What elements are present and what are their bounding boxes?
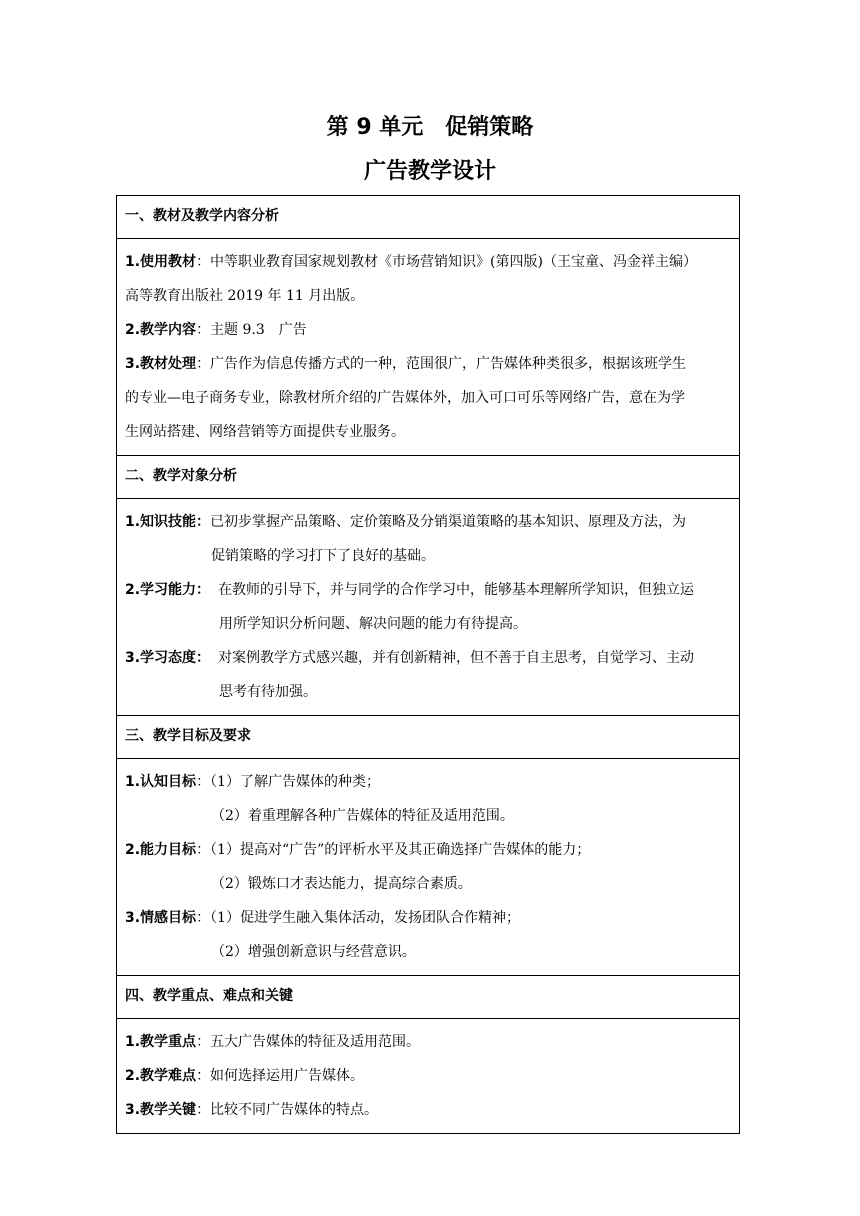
paragraph-line — [125, 245, 731, 279]
item-label: 1.知识技能： — [125, 514, 211, 530]
item-text: 已初步掌握产品策略、定价策略及分销渠道策略的基本知识、原理及方法，为 — [210, 514, 687, 530]
paragraph-line — [125, 641, 731, 675]
section-body-row — [117, 499, 740, 716]
section-heading: 三、教学目标及要求 — [117, 716, 740, 759]
paragraph-line: 思考有待加强。 — [219, 684, 317, 700]
item-text: ：广告作为信息传播方式的一种，范围很广，广告媒体种类很多，根据该班学生 — [196, 356, 687, 372]
item-label: 1.教学重点 — [125, 1034, 197, 1050]
paragraph-line: （2）锻炼口才表达能力，提高综合素质。 — [211, 876, 472, 892]
item-label: 2.教学内容 — [125, 322, 197, 338]
paragraph-line — [125, 833, 731, 867]
item-label: 2.教学难点 — [125, 1068, 197, 1084]
item-text: ：（1）促进学生融入集体活动，发扬团队合作精神； — [196, 910, 520, 926]
section-heading-row — [117, 976, 740, 1019]
item-text: ：五大广告媒体的特征及适用范围。 — [196, 1034, 421, 1050]
item-text: ：（1）提高对“广告”的评析水平及其正确选择广告媒体的能力； — [196, 842, 591, 858]
section-heading: 四、教学重点、难点和关键 — [117, 976, 740, 1019]
item-text: ：（1）了解广告媒体的种类； — [196, 774, 380, 790]
paragraph-line: （2）着重理解各种广告媒体的特征及适用范围。 — [211, 808, 514, 824]
section-body — [117, 239, 740, 456]
section-body — [117, 499, 740, 716]
item-label: 3.学习态度： — [125, 650, 211, 666]
section-body-row — [117, 1019, 740, 1134]
item-text: ：中等职业教育国家规划教材《市场营销知识》(第四版)（王宝童、冯金祥主编） — [196, 254, 697, 270]
paragraph-line — [125, 313, 731, 347]
section-body-row — [117, 239, 740, 456]
paragraph-line: （2）增强创新意识与经营意识。 — [211, 944, 416, 960]
paragraph-line — [125, 505, 731, 539]
section-heading: 一、教材及教学内容分析 — [117, 196, 740, 239]
document-title: 广告教学设计 — [363, 159, 496, 184]
item-label: 3.情感目标 — [125, 910, 197, 926]
unit-title: 第 9 单元 促销策略 — [326, 115, 534, 140]
item-text: ：比较不同广告媒体的特点。 — [196, 1102, 379, 1118]
section-body-row — [117, 759, 740, 976]
paragraph-line — [125, 1093, 731, 1127]
paragraph-line — [125, 347, 731, 381]
item-label: 2.学习能力： — [125, 582, 211, 598]
lesson-plan-table — [116, 195, 740, 1134]
section-heading-row — [117, 716, 740, 759]
item-label: 2.能力目标 — [125, 842, 197, 858]
paragraph-line: 生网站搭建、网络营销等方面提供专业服务。 — [125, 424, 405, 440]
item-text: 对案例教学方式感兴趣，并有创新精神，但不善于自主思考，自觉学习、主动 — [218, 650, 695, 666]
item-text: ：如何选择运用广告媒体。 — [196, 1068, 365, 1084]
section-body — [117, 759, 740, 976]
item-text: 在教师的引导下，并与同学的合作学习中，能够基本理解所学知识，但独立运 — [218, 582, 695, 598]
paragraph-line — [125, 901, 731, 935]
section-heading-row — [117, 196, 740, 239]
paragraph-line: 高等教育出版社 2019 年 11 月出版。 — [125, 288, 365, 304]
section-body — [117, 1019, 740, 1134]
item-label: 3.教材处理 — [125, 356, 197, 372]
section-heading-row — [117, 456, 740, 499]
paragraph-line — [125, 1059, 731, 1093]
paragraph-line: 促销策略的学习打下了良好的基础。 — [211, 548, 435, 564]
item-label: 1.使用教材 — [125, 254, 197, 270]
paragraph-line — [125, 1025, 731, 1059]
paragraph-line: 用所学知识分析问题、解决问题的能力有待提高。 — [219, 616, 527, 632]
item-label: 1.认知目标 — [125, 774, 197, 790]
item-text: ：主题 9.3 广告 — [196, 322, 307, 338]
section-heading: 二、教学对象分析 — [117, 456, 740, 499]
paragraph-line: 的专业—电子商务专业，除教材所介绍的广告媒体外，加入可口可乐等网络广告，意在为学 — [125, 390, 685, 406]
paragraph-line — [125, 573, 731, 607]
paragraph-line — [125, 765, 731, 799]
item-label: 3.教学关键 — [125, 1102, 197, 1118]
